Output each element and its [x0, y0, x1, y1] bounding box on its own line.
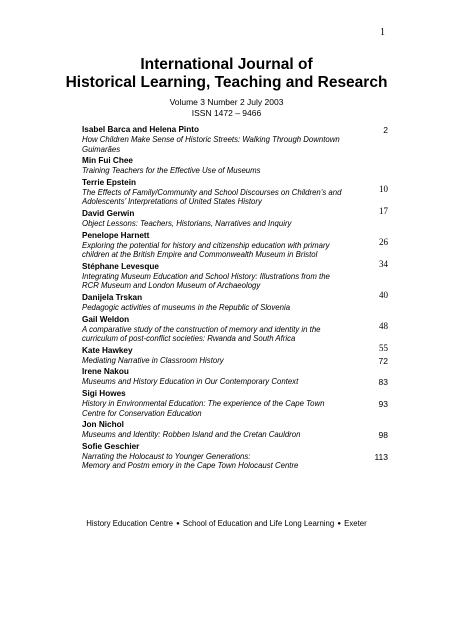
toc-entry — [82, 389, 388, 418]
journal-title-line-2: Historical Learning, Teaching and Research — [65, 74, 388, 91]
toc-page-number: 113 — [374, 451, 388, 462]
issue-info — [0, 97, 453, 118]
toc-article-title-line: How Children Make Sense of Historic Streets: Walking Through Downtown — [82, 135, 340, 144]
toc-author: Terrie Epstein — [82, 177, 136, 187]
toc-article-title — [82, 272, 340, 291]
toc-page-number: 72 — [378, 355, 388, 366]
journal-title — [0, 56, 453, 92]
toc-page-number: 40 — [379, 289, 388, 300]
footer-bullet: ● — [337, 521, 341, 527]
toc-author: Isabel Barca and Helena Pinto — [82, 125, 199, 134]
toc-article-title — [82, 356, 340, 366]
journal-title-line-1: International Journal of — [140, 56, 313, 73]
toc-author: Irene Nakou — [82, 367, 129, 377]
toc-author: David Gerwin — [82, 208, 135, 218]
toc-article-title-line: History in Environmental Education: The experience of the Cape Town — [82, 398, 325, 408]
toc-entry — [82, 346, 388, 366]
toc-article-title — [82, 377, 340, 387]
toc-author: Kate Hawkey — [82, 345, 133, 355]
toc-author: Sofie Geschier — [82, 441, 140, 451]
toc-page-number: 98 — [378, 430, 388, 441]
toc-article-title-line: Pedagogic activities of museums in the Republic of Slovenia — [82, 302, 291, 312]
toc-article-title-line: Museums and History Education in Our Contemporary Context — [82, 377, 299, 387]
toc-article-title — [82, 430, 340, 440]
toc-page-number: 48 — [379, 320, 388, 331]
toc-article-title-line: Centre for Conservation Education — [82, 408, 202, 418]
toc-author: Jon Nichol — [82, 420, 124, 430]
toc-entry — [82, 367, 388, 387]
toc-article-title — [82, 452, 340, 471]
toc-author: Danijela Trskan — [82, 292, 143, 302]
toc-article-title-line: Narrating the Holocaust to Younger Generations: — [82, 451, 251, 461]
toc-article-title — [82, 303, 340, 313]
toc-article-title-line: Memory and Postm emory in the Cape Town Holocaust Centre — [82, 461, 299, 471]
toc-page-number: 93 — [378, 398, 388, 409]
footer-city: Exeter — [344, 519, 367, 528]
footer-bullet: ● — [176, 521, 180, 527]
toc-author: Sigi Howes — [82, 388, 126, 398]
toc-page-number: 83 — [378, 377, 388, 388]
toc-article-title — [82, 188, 340, 207]
toc-author: Penelope Harnett — [82, 230, 150, 240]
toc-article-title — [82, 219, 340, 229]
toc-article-title — [82, 241, 340, 260]
toc-article-title-line: Object Lessons: Teachers, Historians, Narratives and Inquiry — [82, 218, 292, 228]
toc-page-number: 26 — [379, 236, 388, 247]
toc-article-title-line: Mediating Narrative in Classroom History — [82, 355, 224, 365]
toc-article-title — [82, 399, 340, 418]
toc-article-title — [82, 135, 340, 154]
page-number: 1 — [380, 27, 385, 38]
toc-article-title-line: Exploring the potential for history and citizenship education with primary — [82, 240, 330, 250]
footer — [0, 519, 453, 528]
toc-page-number: 55 — [379, 342, 388, 353]
toc-article-title-line: Adolescents’ Interpretations of United States History — [82, 197, 262, 207]
toc-author: Gail Weldon — [82, 314, 130, 324]
footer-school: School of Education and Life Long Learning — [182, 519, 335, 528]
toc-entry — [82, 125, 388, 154]
toc-article-title-line: A comparative study of the construction of memory and identity in the — [82, 324, 321, 334]
toc-entry — [82, 420, 388, 440]
toc-article-title-line: Museums and Identity: Robben Island and the Cretan Cauldron — [82, 430, 301, 440]
toc-article-title-line: Guimarães — [82, 144, 121, 154]
toc-article-title-line: The Effects of Family/Community and School Discourses on Children’s and — [82, 187, 342, 197]
table-of-contents — [82, 125, 388, 473]
toc-page-number: 34 — [379, 258, 388, 269]
issn-line: ISSN 1472 – 9466 — [191, 107, 262, 118]
toc-author: Min Fui Chee — [82, 156, 133, 166]
toc-article-title-line: Training Teachers for the Effective Use of Museums — [82, 166, 261, 176]
toc-page-number: 10 — [379, 184, 388, 195]
toc-page-number: 17 — [379, 205, 388, 216]
toc-page-number: 2 — [383, 125, 388, 135]
footer-centre: History Education Centre — [86, 519, 173, 528]
toc-article-title-line: Integrating Museum Education and School History: Illustrations from the — [82, 271, 330, 281]
toc-article-title-line: children at the British Empire and Commonwealth Museum in Bristol — [82, 250, 318, 260]
toc-article-title-line: RCR Museum and London Museum of Archaeology — [82, 281, 261, 291]
volume-line: Volume 3 Number 2 July 2003 — [169, 97, 284, 107]
toc-article-title-line: curriculum of post-conflict societies: Rwanda and South Africa — [82, 334, 296, 344]
toc-entry — [82, 442, 388, 471]
toc-article-title — [82, 166, 340, 176]
toc-article-title — [82, 325, 340, 344]
toc-author: Stéphane Levesque — [82, 261, 159, 271]
